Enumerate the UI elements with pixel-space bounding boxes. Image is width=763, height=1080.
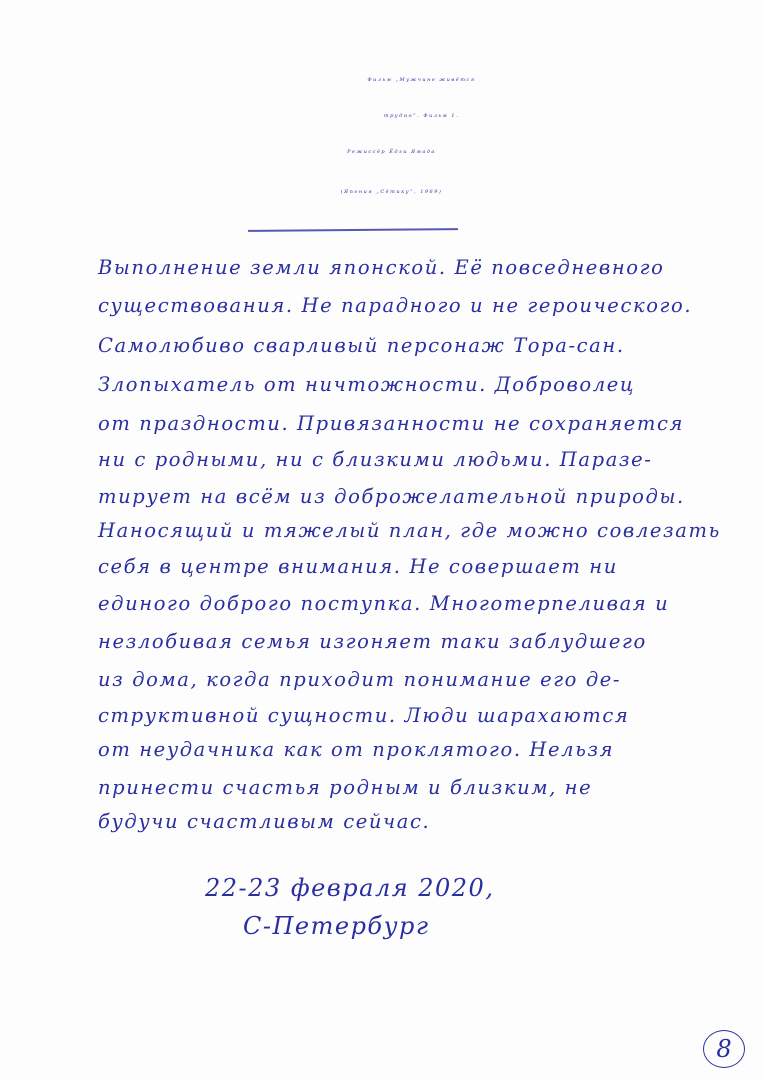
- body-line-9: себя в центре внимания. Не совершает ни: [98, 555, 618, 578]
- body-line-8: Наносящий и тяжелый план, где можно совлезать: [98, 519, 721, 542]
- page-number: [703, 1030, 745, 1068]
- body-line-15: принести счастья родным и близким, не: [98, 776, 593, 799]
- body-line-12: из дома, когда приходит понимание его де-: [98, 668, 622, 691]
- body-line-7: тирует на всём из доброжелательной природы.: [98, 485, 685, 508]
- body-line-4: Злопыхатель от ничтожности. Доброволец: [98, 373, 636, 396]
- heading-underline: [248, 228, 458, 232]
- place: С-Петербург: [243, 912, 430, 940]
- body-line-2: существования. Не парадного и не героического.: [98, 294, 693, 317]
- heading-line-3: Режиссёр Ёдзи Ямада: [347, 149, 436, 155]
- body-line-5: от праздности. Привязанности не сохраняется: [98, 412, 684, 435]
- body-line-14: от неудачника как от проклятого. Нельзя: [98, 738, 615, 761]
- heading-line-2: трудно“. Фильм 1.: [383, 113, 460, 119]
- heading-line-1: Фильм „Мужчине живётся: [367, 77, 476, 83]
- body-line-16: будучи счастливым сейчас.: [98, 810, 431, 833]
- date: 22-23 февраля 2020,: [205, 874, 495, 902]
- body-line-11: незлобивая семья изгоняет таки заблудшего: [98, 630, 647, 653]
- body-line-1: Выполнение земли японской. Её повседневного: [98, 256, 665, 279]
- body-line-10: единого доброго поступка. Многотерпеливая и: [98, 592, 670, 615]
- heading-line-4: (Япония „Сётику“, 1969): [340, 189, 443, 195]
- body-line-3: Самолюбиво сварливый персонаж Тора-сан.: [98, 334, 625, 357]
- body-line-13: структивной сущности. Люди шарахаются: [98, 704, 630, 727]
- page-number-label: 8: [716, 1035, 732, 1063]
- body-line-6: ни с родными, ни с близкими людьми. Паразе-: [98, 448, 653, 471]
